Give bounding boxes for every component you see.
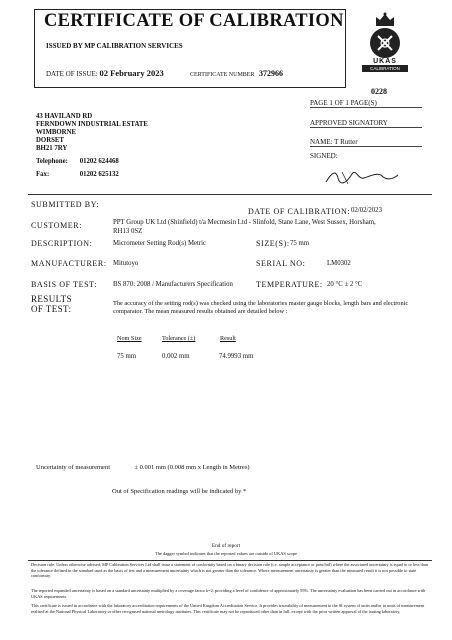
telephone-label: Telephone: <box>36 158 68 165</box>
tick-cross-icon <box>370 28 400 58</box>
address-line: DORSET <box>36 137 64 144</box>
customer-line: PPT Group UK Ltd (Shinfield) t/a Mecmesin Ltd - Slinfold, Stane Lane, West Sussex, Horsham, <box>113 219 376 226</box>
issued-by <box>46 42 183 50</box>
size-value: 75 mm <box>290 240 310 247</box>
signed-label: SIGNED: <box>310 152 338 160</box>
signature-icon <box>322 166 402 188</box>
size-label: SIZE(S): <box>256 239 290 248</box>
address-line: FERNDOWN INDUSTRIAL ESTATE <box>36 121 148 128</box>
basis-of-test-label: BASIS OF TEST: <box>31 280 98 289</box>
uncertainty-row <box>36 464 250 471</box>
ukas-emblem <box>370 28 400 58</box>
manufacturer-value: Mitutoyo <box>113 260 139 267</box>
uncertainty-statement: The reported expanded uncertainty is based on a standard uncertainty multiplied by a coverage factor k=2, providing a level of confidence of approximately 95%. The uncertainty evaluation has been carried out in accordance with UKAS requirements. <box>31 588 426 599</box>
page-count: PAGE 1 OF 1 PAGE(S) <box>310 99 422 108</box>
table-cell-tolerance: 0.002 mm <box>162 353 190 360</box>
results-label <box>31 294 72 314</box>
temperature-label: TEMPERATURE: <box>256 280 323 289</box>
serial-value: LM0302 <box>327 260 351 267</box>
uncertainty-value: ± 0.001 mm (0.008 mm x Length in Metres) <box>134 464 250 471</box>
crown-icon <box>374 12 396 26</box>
description-value: Micrometer Setting Rod(s) Metric <box>113 240 207 247</box>
out-of-spec-note: Out of Specification readings will be indicated by * <box>112 488 247 495</box>
address-block <box>36 113 148 153</box>
address-line: 43 HAVILAND RD <box>36 113 93 120</box>
dagger-note: The dagger symbol indicates that the reported values are outside of UKAS scope <box>155 551 297 556</box>
submitted-by-label: SUBMITTED BY: <box>31 200 100 209</box>
date-of-issue <box>46 68 164 78</box>
table-header-nom-size: Nom Size <box>117 335 142 342</box>
end-of-report: End of report <box>211 543 241 549</box>
results-label-line: OF TEST: <box>31 304 72 314</box>
customer-label: CUSTOMER: <box>31 221 83 230</box>
fax-number: 01202 625132 <box>79 171 119 178</box>
ukas-wordmark: UKAS <box>373 58 397 65</box>
footer-divider <box>28 560 432 561</box>
telephone-number: 01202 624468 <box>79 158 119 165</box>
results-label-line: RESULTS <box>31 294 72 304</box>
temperature-value: 20 °C ± 2 °C <box>327 281 363 288</box>
signatory-name: NAME: T Rutter <box>310 138 422 147</box>
basis-of-test-value: BS 870: 2008 / Manufacturers Specification <box>113 281 233 288</box>
issued-by-label: ISSUED BY <box>46 42 83 50</box>
lab-number: 0228 <box>371 87 387 96</box>
serial-label: SERIAL NO: <box>256 259 306 268</box>
table-header-tolerance: Tolerance (±) <box>162 335 196 342</box>
approved-signatory: APPROVED SIGNATORY <box>310 119 422 128</box>
customer-value <box>113 219 376 236</box>
certificate-number <box>190 69 283 78</box>
accreditation-statement: This certificate is issued in accordance with the laboratory accreditation requirements of the United Kingdom Accreditation Service. It provides traceability of measurement to the SI system of units and/or to units of measurement realised at the National Physical Laboratory or other recognised national metrology institutes. This certificate may not be reproduced other than in full, except with the prior written approval of the issuing laboratory. <box>31 603 425 614</box>
date-of-calibration-label: DATE OF CALIBRATION: <box>248 207 351 216</box>
telephone-row <box>36 158 119 165</box>
table-cell-nom-size: 75 mm <box>117 353 137 360</box>
address-line: BH21 7RY <box>36 145 68 152</box>
fax-row <box>36 171 119 178</box>
description-label: DESCRIPTION: <box>31 239 93 248</box>
fax-label: Fax: <box>36 171 50 178</box>
issuer-name: MP CALIBRATION SERVICES <box>84 42 183 50</box>
table-header-result: Result <box>220 335 236 342</box>
date-of-calibration-value: 02/02/2023 <box>351 207 382 214</box>
certificate-number-value: 372966 <box>258 69 283 78</box>
ukas-logo <box>362 12 408 84</box>
uncertainty-label: Uncertainty of measurement <box>36 464 110 471</box>
table-cell-result: 74.9993 mm <box>219 353 254 360</box>
date-of-issue-value: 02 February 2023 <box>99 68 164 78</box>
date-of-issue-label: DATE OF ISSUE: <box>46 70 98 78</box>
manufacturer-label: MANUFACTURER: <box>31 259 107 268</box>
certificate-title: CERTIFICATE OF CALIBRATION <box>44 11 344 31</box>
results-text: The accuracy of the setting rod(s) was checked using the laboratories master gauge blocks, length bars and electronic comparator. The mean measured results obtained are detailed below : <box>113 300 409 315</box>
certificate-number-label: CERTIFICATE NUMBER <box>190 72 255 78</box>
customer-line: RH13 0SZ <box>113 227 143 235</box>
decision-rule-text: Decision rule: Unless otherwise advised, MP Calibration Services Ltd shall issue a statement of conformity based on a binary decision rule (i.e. simple acceptance or pass/fail) where the associated uncertainty is equal to or less than the tolerance defined in the standard used as the basis of test and a measurement uncertainty which is not greater than the tolerance. Where measurement uncertainty is greater than the measured result it is not possible to state conformity. <box>31 562 428 579</box>
divider <box>28 194 432 195</box>
address-line: WIMBORNE <box>36 129 77 136</box>
ukas-subtitle: CALIBRATION <box>362 65 408 72</box>
